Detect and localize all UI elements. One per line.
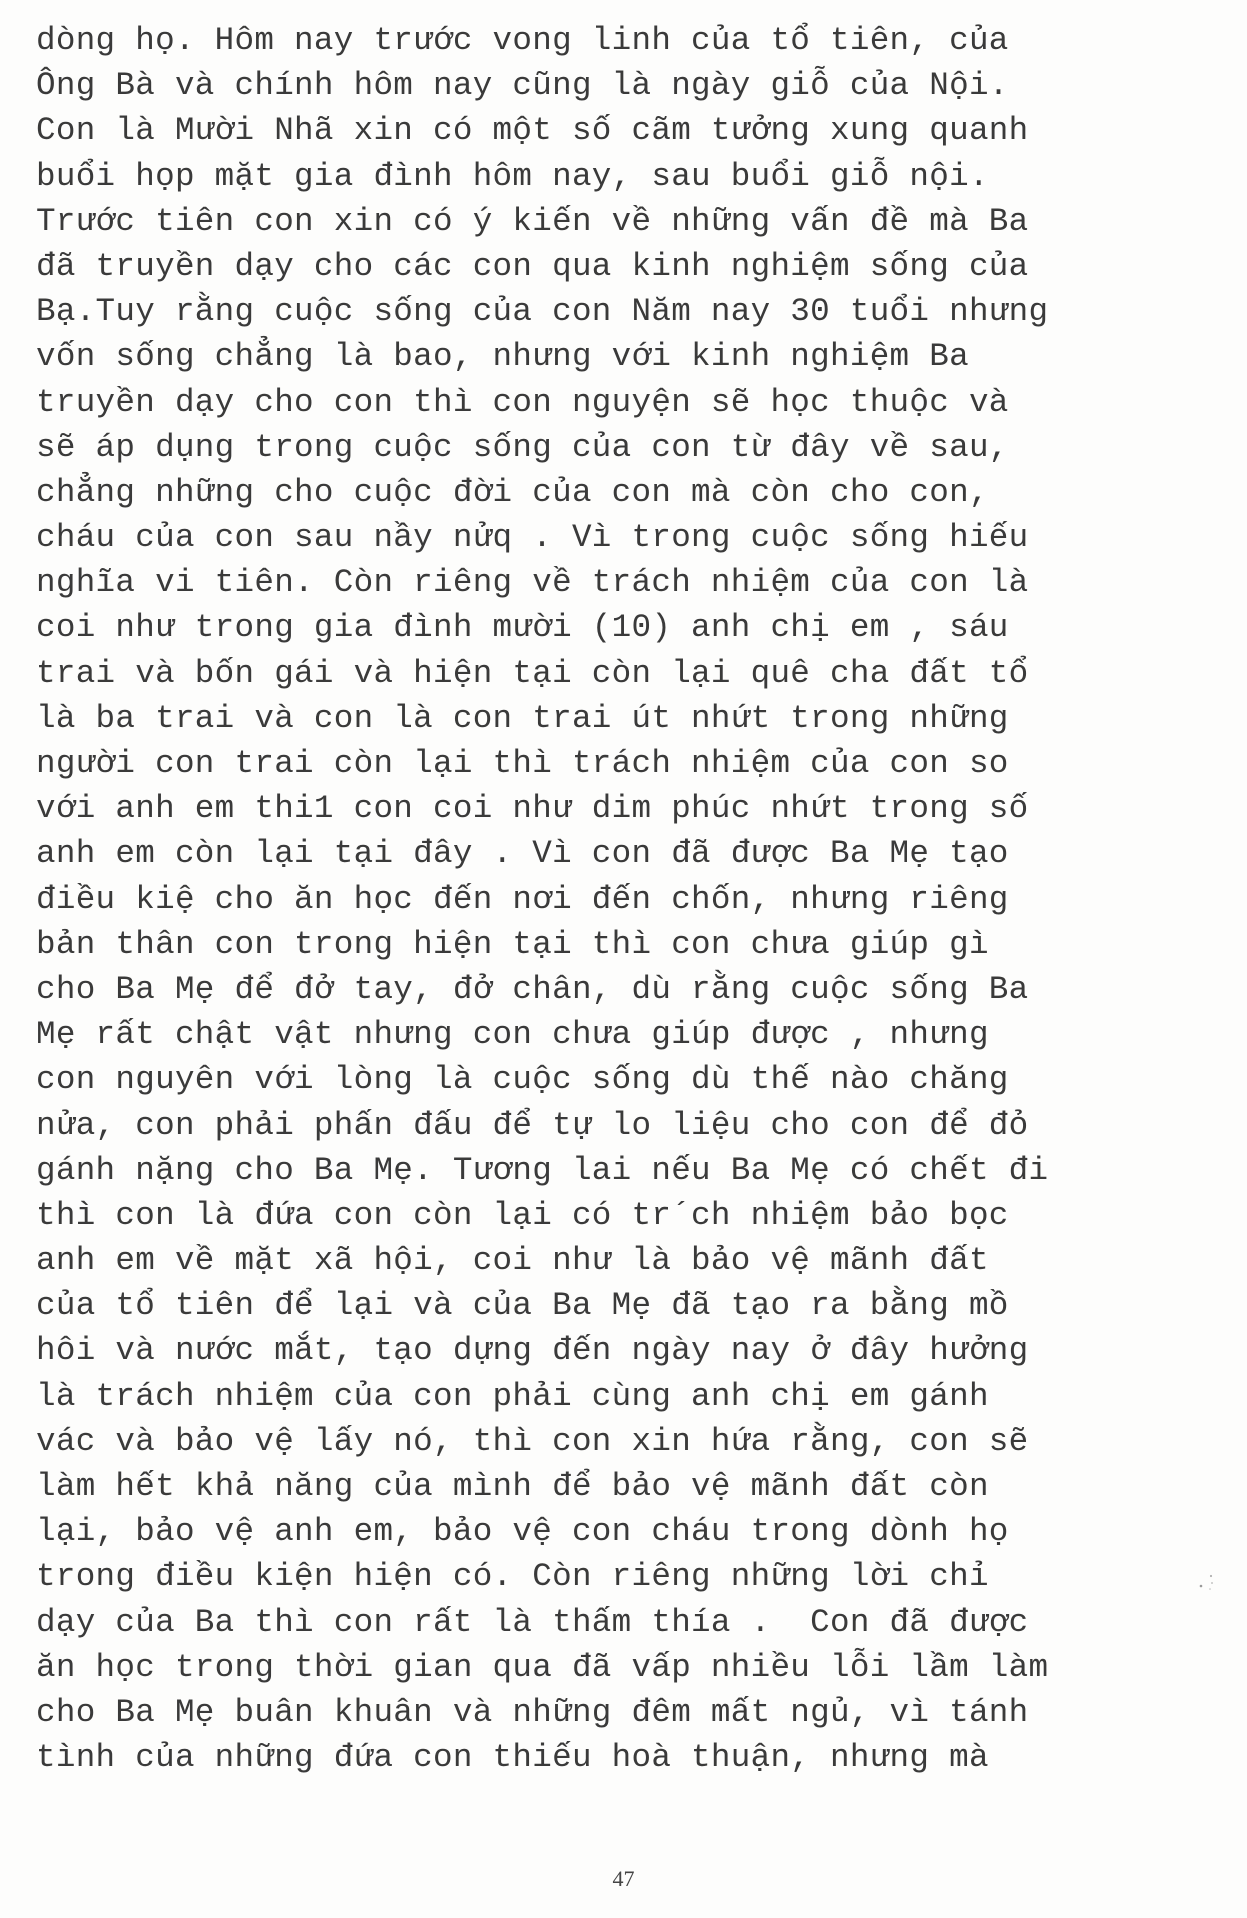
text-line: là ba trai và con là con trai út nhứt trong những: [36, 699, 1009, 737]
text-line: bản thân con trong hiện tại thì con chưa giúp gì: [36, 925, 989, 963]
text-line: làm hết khả năng của mình để bảo vệ mãnh đất còn: [36, 1468, 989, 1505]
text-line: Ông Bà và chính hôm nay cũng là ngày giỗ của Nội.: [36, 67, 1009, 105]
text-line: con nguyên với lòng là cuộc sống dù thế nào chăng: [36, 1061, 1009, 1099]
text-line: nửa, con phải phấn đấu để tự lo liệu cho con để đỏ: [36, 1106, 1029, 1144]
body-text: [36, 18, 1231, 1780]
text-line: chẳng những cho cuộc đời của con mà còn cho con,: [36, 473, 989, 511]
text-line: vác và bảo vệ lấy nó, thì con xin hứa rằng, con sẽ: [36, 1422, 1029, 1460]
text-line: cho Ba Mẹ buân khuân và những đêm mất ngủ, vì tánh: [36, 1693, 1029, 1731]
text-line: Bạ.Tuy rằng cuộc sống của con Năm nay 30 tuổi nhưng: [36, 293, 1049, 331]
text-line: cháu của con sau nầy nửq . Vì trong cuộc sống hiếu: [36, 519, 1029, 557]
text-line: lại, bảo vệ anh em, bảo vệ con cháu trong dònh họ: [36, 1513, 1009, 1551]
page-number: 47: [612, 1866, 635, 1891]
text-line: anh em về mặt xã hội, coi như là bảo vệ mãnh đất: [36, 1242, 989, 1280]
text-line: điều kiệ cho ăn học đến nơi đến chốn, nhưng riêng: [36, 880, 1009, 918]
text-line: truyền dạy cho con thì con nguyện sẽ học thuộc và: [36, 383, 1009, 421]
scan-speck: [1197, 1570, 1217, 1594]
text-line: vốn sống chẳng là bao, nhưng với kinh nghiệm Ba: [36, 338, 969, 376]
text-line: cho Ba Mẹ để đở tay, đở chân, dù rằng cuộc sống Ba: [36, 970, 1029, 1008]
text-line: của tổ tiên để lại và của Ba Mẹ đã tạo ra bằng mồ: [36, 1287, 1009, 1325]
text-line: đã truyền dạy cho các con qua kinh nghiệm sống của: [36, 247, 1029, 285]
text-line: buổi họp mặt gia đình hôm nay, sau buổi giỗ nội.: [36, 157, 989, 195]
text-line: nghĩa vi tiên. Còn riêng về trách nhiệm của con là: [36, 564, 1029, 602]
text-line: gánh nặng cho Ba Mẹ. Tương lai nếu Ba Mẹ có chết đi: [36, 1151, 1049, 1189]
text-line: anh em còn lại tại đây . Vì con đã được Ba Mẹ tạo: [36, 835, 1009, 873]
text-line: người con trai còn lại thì trách nhiệm của con so: [36, 745, 1009, 782]
text-line: với anh em thi1 con coi như dim phúc nhứt trong số: [36, 790, 1029, 828]
text-line: Mẹ rất chật vật nhưng con chưa giúp được , nhưng: [36, 1016, 989, 1054]
text-line: coi như trong gia đình mười (10) anh chị em , sáu: [36, 609, 1009, 647]
text-line: trai và bốn gái và hiện tại còn lại quê cha đất tổ: [36, 654, 1029, 692]
text-line: tình của những đứa con thiếu hoà thuận, nhưng mà: [36, 1739, 989, 1777]
text-line: Trước tiên con xin có ý kiến về những vấn đề mà Ba: [36, 202, 1029, 240]
text-line: sẽ áp dụng trong cuộc sống của con từ đây về sau,: [36, 428, 1009, 466]
text-line: trong điều kiện hiện có. Còn riêng những lời chỉ: [36, 1558, 989, 1596]
text-line: Con là Mười Nhã xin có một số cãm tưởng xung quanh: [36, 112, 1029, 150]
text-line: là trách nhiệm của con phải cùng anh chị em gánh: [36, 1377, 989, 1415]
text-line: ăn học trong thời gian qua đã vấp nhiều lỗi lầm làm: [36, 1648, 1049, 1686]
text-line: thì con là đứa con còn lại có tr´ch nhiệm bảo bọc: [36, 1196, 1009, 1234]
text-line: dạy của Ba thì con rất là thấm thía . Con đã được: [36, 1603, 1029, 1641]
text-line: dòng họ. Hôm nay trước vong linh của tổ tiên, của: [36, 22, 1009, 59]
text-line: hôi và nước mắt, tạo dựng đến ngày nay ở đây hưởng: [36, 1332, 1029, 1370]
